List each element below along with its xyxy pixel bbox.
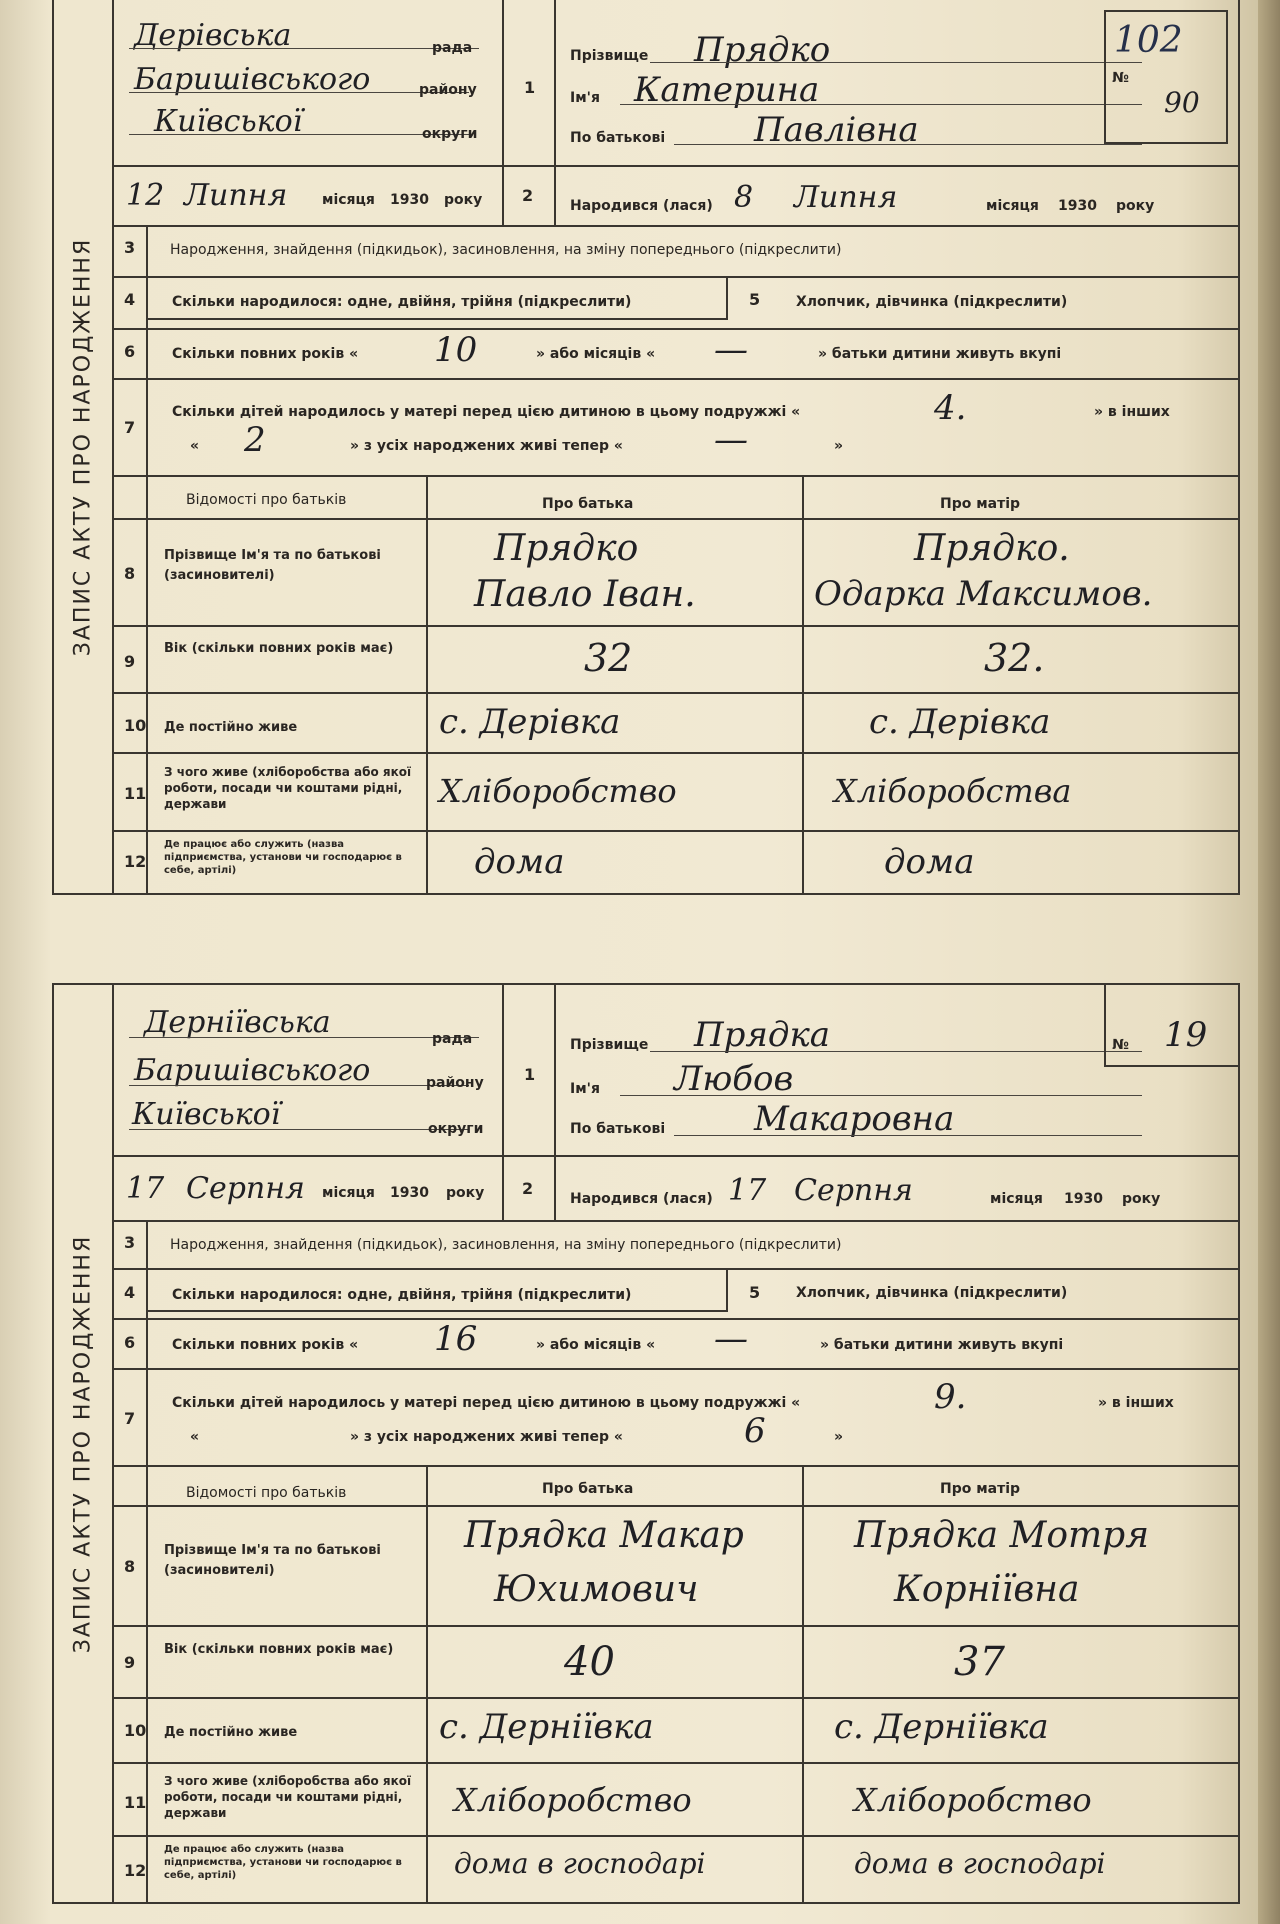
children-alive: 6 xyxy=(744,1411,766,1451)
children-before: 9. xyxy=(934,1377,967,1417)
birth-record-2: ЗАПИС АКТУ ПРО НАРОДЖЕННЯ Дерніївська рада Баришівського району Київської округи 1 17 Серпня місяця 1930 року 2 Прізвище Прядка Ім'я Любов По батькові Макаровна № 19 Народився (лася) 17 Серпня місяця 1930 року 3 Народження, знайдення (підкидьок), засиновлення, на зміну попереднього (підкреслити) 4 Скільки народилося: одне, двійня, трійня (підкреслити) 5 Хлопчик, дівчинка (підкреслити) 6 Скільки повних років « 16 » або місяців « — » батьки дитини живуть вкупі 7 Скільки дітей народилось у матері перед цією дитиною в цьому подружжі « 9. » в інших « » з усіх народжених живі тепер « 6 » Відомості про батьків Про батька Про матір 8 Прізвище Ім'я та по батькові (засиновителі) Прядка Макар Юхимович Прядка Мотря Корніївна 9 Вік (скільки повних років має) 40 37 10 Де постійно живе с. Дерніївка с. Дерніївка 11 З чого живе (хліборобства або якої роботи, посади чи коштами рідні, держави Хліборобство Хліборобство 12 Де працює або служить (назва підприємства, установи чи господарює в себе, артілі) дома в господарі дома в господарі xyxy=(52,983,1240,1904)
row12-label: Де працює або служить (назва підприємства, установи чи господарює в себе, артілі) xyxy=(164,1844,402,1881)
header-mother: Про матір xyxy=(940,1481,1021,1497)
registration-day: 12 xyxy=(126,178,165,213)
mother-workplace: дома в господарі xyxy=(854,1847,1106,1880)
row10-label: Де постійно живе xyxy=(164,1725,298,1740)
birth-record-1: ЗАПИС АКТУ ПРО НАРОДЖЕННЯ Дерівська рада Баришівського району Київської округи 1 12 Липня місяця 1930 року 2 Прізвище Прядко Ім'я Катерина По батькові Павлівна № 102 90 Народився (лася) 8 Липня місяця 1930 року 3 Народження, знайдення (підкидьок), засиновлення, на зміну попереднього (підкреслити) 4 Скільки народилося: одне, двійня, трійня (підкреслити) 5 Хлопчик, дівчинка (підкреслити) 6 Скільки повних років « 10 » або місяців « — » батьки дитини живуть вкупі 7 Скільки дітей народилось у матері перед цією дитиною в цьому подружжі « 4. » в інших « 2 » з усіх народжених живі тепер « — » Відомості про батьків Про батька Про матір 8 Прізвище Ім'я та по батькові (засиновителі) Прядко Павло Іван. Прядко. Одарка Максимов. 9 Вік (скільки повних років має) 32 32. 10 Де постійно живе с. Дерівка с. Дерівка 11 З чого живе (хліборобства або якої роботи, посади чи коштами рідні, держави Хліборобство Хліборобства 12 Де працює або служить (назва підприємства, установи чи господарює в себе, артілі) дома дома xyxy=(52,0,1240,895)
mother-surname: Прядко. xyxy=(914,528,1070,569)
years-together: 10 xyxy=(434,330,478,370)
mother-surname: Прядка Мотря xyxy=(854,1515,1150,1556)
okrug-label: округи xyxy=(422,126,478,142)
born-year: 1930 xyxy=(1058,198,1097,214)
children-before: 4. xyxy=(934,388,967,428)
mother-name: Корніївна xyxy=(894,1569,1080,1610)
registration-month: Серпня xyxy=(186,1171,305,1206)
row8-label: Прізвище Ім'я та по батькові (засиновителі) xyxy=(164,1543,381,1578)
father-age: 40 xyxy=(564,1639,615,1685)
father-workplace: дома в господарі xyxy=(454,1847,706,1880)
child-surname: Прядко xyxy=(694,30,831,70)
father-name: Павло Іван. xyxy=(474,574,696,615)
rada-value: Дерніївська xyxy=(144,1005,331,1040)
child-patronymic: Павлівна xyxy=(754,110,919,150)
father-occupation: Хліборобство xyxy=(439,772,677,810)
raion-label: району xyxy=(426,1075,484,1091)
child-name: Катерина xyxy=(634,70,820,110)
months-together: — xyxy=(714,1319,748,1359)
children-other: 2 xyxy=(244,420,266,460)
mother-age: 37 xyxy=(954,1639,1005,1685)
side-title: ЗАПИС АКТУ ПРО НАРОДЖЕННЯ xyxy=(70,237,96,656)
okrug-label: округи xyxy=(428,1121,484,1137)
book-spine-edge xyxy=(1258,0,1280,1924)
father-workplace: дома xyxy=(474,842,565,882)
mother-residence: с. Дерніївка xyxy=(834,1707,1049,1747)
record-number-secondary: 90 xyxy=(1164,86,1200,119)
mother-workplace: дома xyxy=(884,842,975,882)
side-column xyxy=(54,985,114,1902)
side-title: ЗАПИС АКТУ ПРО НАРОДЖЕННЯ xyxy=(70,1234,96,1653)
father-name: Юхимович xyxy=(494,1569,699,1610)
raion-value: Баришівського xyxy=(134,1053,371,1088)
years-together: 16 xyxy=(434,1319,478,1359)
father-occupation: Хліборобство xyxy=(454,1781,692,1819)
raion-value: Баришівського xyxy=(134,62,371,97)
header-mother: Про матір xyxy=(940,496,1021,512)
row9-label: Вік (скільки повних років має) xyxy=(164,1642,394,1657)
born-year: 1930 xyxy=(1064,1191,1103,1207)
registration-year: 1930 xyxy=(390,1185,429,1201)
record-number: 102 xyxy=(1114,20,1183,61)
born-month: Липня xyxy=(794,180,898,215)
row9-label: Вік (скільки повних років має) xyxy=(164,641,394,656)
father-residence: с. Дерніївка xyxy=(439,1707,654,1747)
born-month: Серпня xyxy=(794,1173,913,1208)
row10-label: Де постійно живе xyxy=(164,720,298,735)
mother-age: 32. xyxy=(984,636,1045,680)
father-surname: Прядка Макар xyxy=(464,1515,744,1556)
father-residence: с. Дерівка xyxy=(439,702,621,742)
registration-month: Липня xyxy=(184,178,288,213)
rada-label: рада xyxy=(432,1031,473,1047)
record-number: 19 xyxy=(1164,1015,1208,1055)
okrug-value: Київської xyxy=(154,104,303,139)
row4-text: Скільки народилося: одне, двійня, трійня (підкреслити) xyxy=(172,294,632,310)
raion-label: району xyxy=(419,82,477,98)
header-father: Про батька xyxy=(542,496,634,512)
rada-value: Дерівська xyxy=(134,18,292,53)
child-surname: Прядка xyxy=(694,1015,831,1055)
row3-text: Народження, знайдення (підкидьок), засиновлення, на зміну попереднього (підкреслити) xyxy=(170,242,842,258)
row11-label: З чого живе (хліборобства або якої роботи, посади чи коштами рідні, держави xyxy=(164,765,412,811)
father-surname: Прядко xyxy=(494,528,639,569)
row11-label: З чого живе (хліборобства або якої роботи, посади чи коштами рідні, держави xyxy=(164,1774,412,1820)
side-column xyxy=(54,0,114,893)
row5-text: Хлопчик, дівчинка (підкреслити) xyxy=(796,1285,1068,1301)
header-parents-info: Відомості про батьків xyxy=(186,492,347,508)
row4-text: Скільки народилося: одне, двійня, трійня (підкреслити) xyxy=(172,1287,632,1303)
months-together: — xyxy=(714,330,748,370)
mother-name: Одарка Максимов. xyxy=(814,574,1153,614)
rada-label: рада xyxy=(432,40,473,56)
registration-day: 17 xyxy=(126,1171,165,1206)
row8-label: Прізвище Ім'я та по батькові (засиновителі) xyxy=(164,548,381,583)
born-day: 8 xyxy=(734,180,754,215)
children-alive: — xyxy=(714,420,748,460)
mother-occupation: Хліборобства xyxy=(834,772,1072,810)
header-parents-info: Відомості про батьків xyxy=(186,1485,347,1501)
child-name: Любов xyxy=(674,1059,794,1099)
child-patronymic: Макаровна xyxy=(754,1099,955,1139)
row3-text: Народження, знайдення (підкидьок), засиновлення, на зміну попереднього (підкреслити) xyxy=(170,1237,842,1253)
mother-residence: с. Дерівка xyxy=(869,702,1051,742)
okrug-value: Київської xyxy=(132,1097,281,1132)
mother-occupation: Хліборобство xyxy=(854,1781,1092,1819)
registration-year: 1930 xyxy=(390,192,429,208)
row12-label: Де працює або служить (назва підприємства, установи чи господарює в себе, артілі) xyxy=(164,839,402,876)
header-father: Про батька xyxy=(542,1481,634,1497)
father-age: 32 xyxy=(584,636,633,680)
born-day: 17 xyxy=(728,1173,767,1208)
row5-text: Хлопчик, дівчинка (підкреслити) xyxy=(796,294,1068,310)
